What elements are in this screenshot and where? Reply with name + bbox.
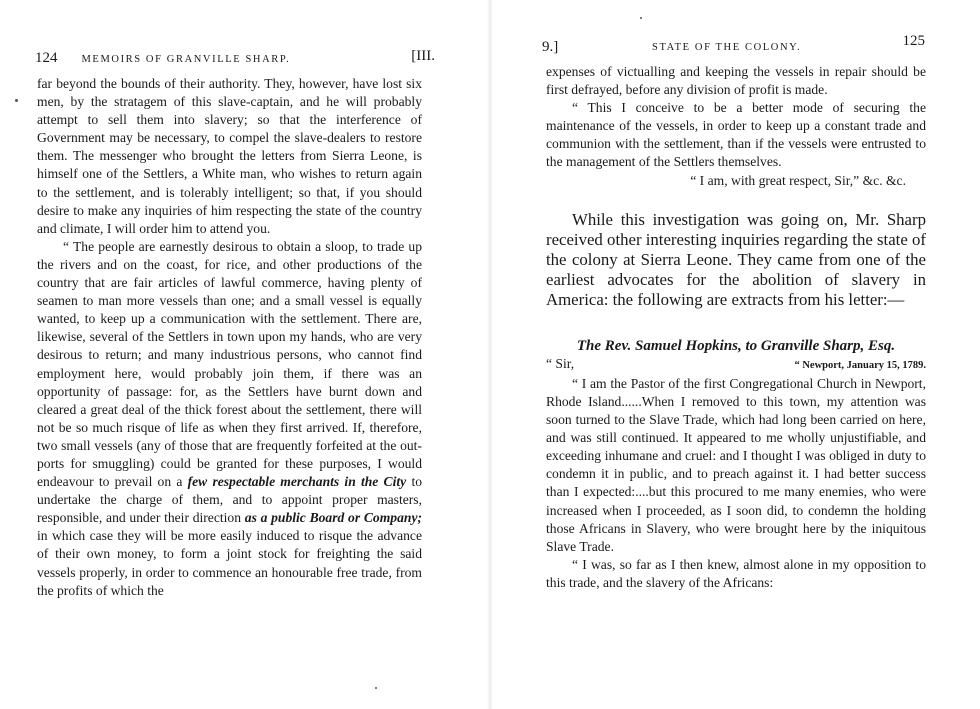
page-number: 125 xyxy=(902,33,925,49)
emphasis-text: as a public Board or Company; xyxy=(244,510,423,526)
chapter-mark: 9.] xyxy=(542,39,559,55)
scan-speck xyxy=(640,17,642,19)
scan-speck xyxy=(375,687,377,689)
paragraph: “ I am the Pastor of the first Congregational Church in Newport, Rhode Island......When I removed to this town, my attention was soon turned to the Slave Trade, which had long been carried on here, and was still continued. It appeared to me wholly unjustifiable, and exceeding inhumane and cruel: and I thought I was obliged in duty to condemn it in public, and to preach against it. I had better success than I expected:....but this procured to me many enemies, who were increased when I proceeded, as I soon did, to condemn the holding those Africans in Slavery, who were brought here by the iniquitous Slave Trade. xyxy=(546,375,926,554)
paragraph: “ The people are earnestly desirous to obtain a sloop, to trade up the rivers and on the coast, for rice, and other productions of the country that are fair articles of lawful commerce, having plenty of seamen to man more vessels than one; and a small vessel is equally wanted, to keep up a communication with the settlement. There are, likewise, several of the Settlers in town upon my hands, who are very desirous to return; and many industrious persons, who cannot find employment here, would probably join them, if there was an opportunity of passage: for, as the Settlers have burnt down and cleared a great deal of the thick forest about the settlement, there will not be so much risque of life as when they first arrived. If, therefore, two small vessels (any of those that are frequently forfeited at the out-ports for smuggling) could be granted for these purposes, I would endeavour to prevail on a few respectable merchants in the City to undertake the charge of them, and to appoint proper masters, responsible, and under their direction as a public Board or Company; in which case they will be more easily induced to risque the advance of their own money, to form a joint stock for freighting the said vessels properly, in order to commence an honourable free trade, from the profits of which the xyxy=(37,238,423,598)
left-page-header xyxy=(35,50,435,67)
emphasis-text: few respectable merchants in the City xyxy=(187,474,407,490)
paragraph: “ I was, so far as I then knew, almost alone in my opposition to this trade, and the slavery of the Africans: xyxy=(546,556,926,590)
paragraph: far beyond the bounds of their authority. They, however, have lost six men, by the stratagem of this slave-captain, and he will probably attempt to sell them into slavery; so that the interference of Government may be necessary, to compel the slave-dealers to restore them. The messenger who brought the letters from Sierra Leone, is himself one of the Settlers, a White man, who wishes to return again to the settlement, and is tolerably intelligent; so that, if you should desire to make any inquiries of him respecting the state of the country and climate, I will order him to attend you. xyxy=(37,76,422,236)
right-text-block xyxy=(546,63,926,592)
right-page-header xyxy=(542,33,932,56)
page-number: 124 xyxy=(35,50,58,66)
chapter-mark: [III. xyxy=(411,48,435,64)
body-paragraph: While this investigation was going on, Mr. Sharp received other interesting inquiries regarding the state of the colony at Sierra Leone. They came from one of the earliest advocates for the abolition of slavery in America: the following are extracts from his letter:— xyxy=(546,209,926,310)
letter-heading: The Rev. Samuel Hopkins, to Granville Sharp, Esq. xyxy=(576,337,896,354)
letter-signoff: “ I am, with great respect, Sir,” &c. &c. xyxy=(690,172,906,188)
right-page xyxy=(490,0,980,709)
salutation-row xyxy=(546,355,926,375)
running-head: MEMOIRS OF GRANVILLE SHARP. xyxy=(81,54,291,65)
scan-speck xyxy=(15,99,18,102)
paragraph: expenses of victualling and keeping the vessels in repair should be first defrayed, before any division of profit is made. xyxy=(546,64,926,98)
salutation: “ Sir, xyxy=(546,355,575,371)
letter-dateline: “ Newport, January 15, 1789. xyxy=(794,359,926,371)
paragraph: “ This I conceive to be a better mode of securing the maintenance of the vessels, in order to keep up a constant trade and communion with the settlement, than if the vessels were entrusted to the management of the Settlers themselves. xyxy=(546,100,926,170)
left-text-block xyxy=(37,75,422,600)
running-head: STATE OF THE COLONY. xyxy=(652,42,802,53)
